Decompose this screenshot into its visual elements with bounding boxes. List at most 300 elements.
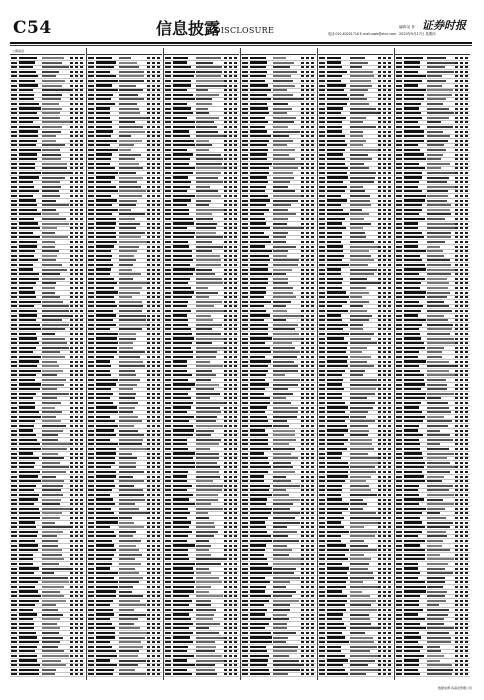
cell-value <box>383 108 386 110</box>
cell-value <box>455 131 458 133</box>
cell-value <box>460 89 463 91</box>
cell-value <box>388 457 391 459</box>
cell-fund-detail <box>350 604 370 606</box>
cell-value <box>311 600 314 602</box>
cell-code <box>165 144 171 146</box>
cell-fund-name <box>173 61 187 63</box>
cell-fund-detail <box>119 618 138 620</box>
cell-value <box>311 494 314 496</box>
cell-code <box>242 416 248 418</box>
cell-value <box>157 480 160 482</box>
cell-fund-detail <box>273 57 286 59</box>
cell-value <box>224 167 227 169</box>
cell-code <box>88 204 94 206</box>
cell-value <box>311 232 314 234</box>
cell-value <box>383 457 386 459</box>
cell-value <box>80 586 83 588</box>
cell-value <box>383 522 386 524</box>
cell-fund-name <box>173 347 191 349</box>
cell-value <box>388 200 391 202</box>
cell-fund-name <box>250 563 268 565</box>
cell-value <box>383 489 386 491</box>
cell-value <box>455 172 458 174</box>
cell-fund-name <box>19 130 38 132</box>
cell-value <box>383 641 386 643</box>
cell-fund-name <box>327 379 343 381</box>
cell-value <box>152 200 155 202</box>
cell-fund-name <box>250 623 269 625</box>
cell-code <box>242 402 248 404</box>
cell-value <box>147 393 150 395</box>
cell-value <box>229 545 232 547</box>
cell-value <box>455 200 458 202</box>
cell-value <box>75 301 78 303</box>
cell-value <box>224 664 227 666</box>
cell-fund-name <box>96 241 117 243</box>
cell-value <box>378 586 381 588</box>
cell-code <box>165 614 171 616</box>
cell-code <box>11 356 17 358</box>
cell-fund-detail <box>427 131 443 133</box>
cell-fund-name <box>250 296 264 298</box>
cell-fund-name <box>250 273 272 275</box>
cell-value <box>311 75 314 77</box>
cell-code <box>11 278 17 280</box>
cell-value <box>152 434 155 436</box>
cell-value <box>75 627 78 629</box>
cell-fund-name <box>173 641 193 643</box>
cell-value <box>147 227 150 229</box>
cell-code <box>242 568 248 570</box>
cell-fund-detail <box>42 577 68 579</box>
cell-code <box>88 591 94 593</box>
cell-value <box>301 131 304 133</box>
cell-fund-name <box>96 126 112 128</box>
cell-code <box>319 85 325 87</box>
cell-value <box>229 356 232 358</box>
cell-value <box>306 471 309 473</box>
cell-value <box>311 310 314 312</box>
cell-fund-name <box>250 181 268 183</box>
cell-fund-detail <box>273 200 298 202</box>
cell-value <box>378 273 381 275</box>
cell-fund-detail <box>196 618 213 620</box>
cell-code <box>165 200 171 202</box>
cell-value <box>306 195 309 197</box>
cell-fund-detail <box>273 568 296 570</box>
cell-value <box>147 121 150 123</box>
cell-value <box>383 144 386 146</box>
cell-fund-name <box>96 595 116 597</box>
cell-code <box>396 195 402 197</box>
cell-fund-detail <box>350 476 370 478</box>
cell-fund-name <box>250 370 268 372</box>
cell-fund-name <box>19 195 33 197</box>
cell-value <box>465 186 468 188</box>
cell-value <box>75 388 78 390</box>
cell-value <box>75 204 78 206</box>
cell-fund-name <box>173 172 193 174</box>
cell-value <box>301 420 304 422</box>
cell-fund-detail <box>42 480 64 482</box>
cell-value <box>80 103 83 105</box>
cell-code <box>242 269 248 271</box>
cell-fund-detail <box>196 545 211 547</box>
cell-code <box>88 250 94 252</box>
cell-value <box>388 103 391 105</box>
cell-value <box>388 650 391 652</box>
cell-value <box>157 241 160 243</box>
cell-fund-detail <box>273 241 286 243</box>
cell-value <box>80 614 83 616</box>
cell-value <box>234 563 237 565</box>
cell-value <box>70 117 73 119</box>
cell-value <box>378 172 381 174</box>
cell-value <box>388 85 391 87</box>
cell-value <box>70 328 73 330</box>
cell-fund-name <box>173 250 192 252</box>
cell-value <box>311 163 314 165</box>
column-divider <box>240 48 241 680</box>
cell-fund-name <box>19 241 37 243</box>
cell-fund-detail <box>196 512 208 514</box>
cell-value <box>157 430 160 432</box>
cell-fund-detail <box>119 439 143 441</box>
cell-value <box>388 476 391 478</box>
cell-fund-name <box>404 172 422 174</box>
cell-code <box>319 356 325 358</box>
cell-code <box>165 618 171 620</box>
cell-value <box>388 57 391 59</box>
cell-value <box>80 112 83 114</box>
cell-fund-name <box>250 503 266 505</box>
cell-value <box>234 448 237 450</box>
cell-code <box>88 397 94 399</box>
cell-value <box>80 646 83 648</box>
cell-value <box>383 650 386 652</box>
cell-value <box>234 158 237 160</box>
cell-value <box>229 328 232 330</box>
cell-value <box>229 66 232 68</box>
cell-value <box>70 393 73 395</box>
cell-code <box>319 126 325 128</box>
cell-value <box>311 324 314 326</box>
cell-code <box>242 420 248 422</box>
cell-value <box>301 618 304 620</box>
cell-fund-name <box>19 273 39 275</box>
cell-value <box>229 581 232 583</box>
cell-value <box>378 499 381 501</box>
cell-value <box>70 259 73 261</box>
cell-value <box>147 296 150 298</box>
cell-value <box>460 204 463 206</box>
cell-fund-detail <box>119 347 133 349</box>
cell-value <box>301 558 304 560</box>
cell-fund-detail <box>273 250 288 252</box>
cell-value <box>378 522 381 524</box>
cell-value <box>75 167 78 169</box>
cell-fund-name <box>96 250 111 252</box>
cell-value <box>229 177 232 179</box>
cell-code <box>396 80 402 82</box>
cell-value <box>460 71 463 73</box>
cell-fund-name <box>173 186 190 188</box>
cell-value <box>311 462 314 464</box>
cell-value <box>147 278 150 280</box>
cell-value <box>75 117 78 119</box>
cell-value <box>75 131 78 133</box>
cell-value <box>157 673 160 675</box>
column-divider <box>317 48 318 680</box>
cell-fund-name <box>327 218 345 220</box>
cell-fund-name <box>327 103 347 105</box>
cell-value <box>75 190 78 192</box>
cell-value <box>301 163 304 165</box>
cell-fund-detail <box>273 531 297 533</box>
cell-fund-detail <box>273 108 291 110</box>
cell-code <box>88 177 94 179</box>
cell-value <box>383 535 386 537</box>
cell-fund-name <box>250 144 267 146</box>
cell-fund-name <box>327 149 345 151</box>
cell-code <box>319 278 325 280</box>
cell-value <box>147 112 150 114</box>
cell-code <box>396 163 402 165</box>
cell-value <box>224 568 227 570</box>
cell-value <box>306 660 309 662</box>
cell-value <box>311 609 314 611</box>
cell-fund-name <box>404 186 418 188</box>
cell-value <box>311 112 314 114</box>
cell-value <box>301 503 304 505</box>
cell-code <box>11 250 17 252</box>
cell-value <box>75 425 78 427</box>
cell-value <box>388 223 391 225</box>
cell-fund-detail <box>350 554 364 556</box>
cell-value <box>152 236 155 238</box>
cell-value <box>311 149 314 151</box>
cell-code <box>11 572 17 574</box>
cell-value <box>301 632 304 634</box>
cell-fund-name <box>19 416 41 418</box>
cell-code <box>319 660 325 662</box>
cell-fund-name <box>96 296 114 298</box>
cell-fund-name <box>327 406 348 408</box>
cell-fund-name <box>327 425 347 427</box>
cell-code <box>88 167 94 169</box>
cell-fund-name <box>96 176 115 178</box>
cell-value <box>388 632 391 634</box>
cell-code <box>319 71 325 73</box>
cell-value <box>388 669 391 671</box>
cell-value <box>70 126 73 128</box>
cell-fund-detail <box>42 292 54 294</box>
cell-fund-name <box>250 590 265 592</box>
cell-fund-detail <box>196 94 218 96</box>
cell-value <box>152 595 155 597</box>
cell-value <box>70 600 73 602</box>
cell-fund-name <box>250 218 265 220</box>
cell-fund-detail <box>119 609 134 611</box>
cell-fund-name <box>327 471 348 473</box>
cell-value <box>152 278 155 280</box>
cell-fund-detail <box>119 637 145 639</box>
cell-fund-detail <box>119 117 147 119</box>
cell-code <box>319 393 325 395</box>
cell-value <box>152 140 155 142</box>
cell-value <box>378 443 381 445</box>
cell-fund-detail <box>273 365 298 367</box>
cell-value <box>306 213 309 215</box>
cell-code <box>88 494 94 496</box>
cell-fund-name <box>19 623 34 625</box>
cell-value <box>75 591 78 593</box>
cell-fund-detail <box>350 351 362 353</box>
cell-code <box>319 581 325 583</box>
cell-code <box>88 531 94 533</box>
cell-code <box>319 301 325 303</box>
cell-value <box>306 462 309 464</box>
cell-value <box>147 545 150 547</box>
cell-fund-detail <box>273 195 301 197</box>
cell-value <box>460 190 463 192</box>
cell-code <box>242 167 248 169</box>
cell-value <box>378 549 381 551</box>
cell-value <box>75 287 78 289</box>
cell-value <box>229 71 232 73</box>
cell-value <box>378 108 381 110</box>
cell-value <box>234 397 237 399</box>
cell-value <box>301 172 304 174</box>
cell-fund-detail <box>350 512 376 514</box>
cell-code <box>319 554 325 556</box>
cell-value <box>311 94 314 96</box>
cell-value <box>147 402 150 404</box>
cell-fund-detail <box>196 264 221 266</box>
cell-fund-detail <box>273 103 288 105</box>
cell-value <box>157 466 160 468</box>
cell-code <box>242 577 248 579</box>
cell-value <box>229 466 232 468</box>
cell-value <box>157 425 160 427</box>
cell-value <box>229 158 232 160</box>
cell-fund-detail <box>350 660 375 662</box>
cell-value <box>147 641 150 643</box>
cell-value <box>455 121 458 123</box>
cell-code <box>88 200 94 202</box>
cell-fund-detail <box>273 356 297 358</box>
cell-fund-name <box>250 291 266 293</box>
cell-value <box>80 62 83 64</box>
cell-value <box>301 66 304 68</box>
cell-value <box>70 646 73 648</box>
cell-fund-detail <box>350 374 363 376</box>
cell-value <box>460 80 463 82</box>
cell-code <box>11 664 17 666</box>
cell-value <box>157 333 160 335</box>
cell-value <box>460 186 463 188</box>
cell-fund-name <box>19 374 36 376</box>
cell-fund-name <box>19 567 39 569</box>
cell-fund-detail <box>273 591 295 593</box>
cell-fund-name <box>173 517 187 519</box>
cell-code <box>11 158 17 160</box>
cell-value <box>70 370 73 372</box>
cell-code <box>88 186 94 188</box>
cell-fund-detail <box>350 614 369 616</box>
cell-fund-detail <box>42 494 63 496</box>
cell-value <box>388 75 391 77</box>
cell-value <box>70 618 73 620</box>
cell-fund-name <box>327 250 343 252</box>
table-column <box>395 48 470 680</box>
cell-fund-name <box>327 577 348 579</box>
cell-value <box>383 388 386 390</box>
cell-fund-name <box>327 337 344 339</box>
cell-value <box>383 407 386 409</box>
cell-value <box>311 595 314 597</box>
cell-value <box>80 434 83 436</box>
cell-value <box>301 255 304 257</box>
cell-fund-name <box>404 209 422 211</box>
cell-value <box>224 655 227 657</box>
table-column <box>241 48 316 680</box>
cell-value <box>152 499 155 501</box>
cell-value <box>75 374 78 376</box>
cell-fund-name <box>327 310 348 312</box>
cell-value <box>147 94 150 96</box>
cell-code <box>88 62 94 64</box>
cell-fund-name <box>19 383 41 385</box>
cell-value <box>152 154 155 156</box>
cell-value <box>383 581 386 583</box>
cell-value <box>224 627 227 629</box>
cell-value <box>75 223 78 225</box>
cell-value <box>388 131 391 133</box>
cell-fund-name <box>250 393 264 395</box>
cell-fund-name <box>250 163 272 165</box>
cell-value <box>455 158 458 160</box>
cell-fund-name <box>250 117 265 119</box>
cell-value <box>80 411 83 413</box>
cell-value <box>152 75 155 77</box>
cell-code <box>165 448 171 450</box>
cell-fund-name <box>173 475 187 477</box>
cell-fund-detail <box>42 595 64 597</box>
cell-value <box>383 655 386 657</box>
cell-fund-name <box>250 319 264 321</box>
cell-fund-detail <box>273 489 285 491</box>
cell-fund-name <box>173 659 187 661</box>
cell-fund-name <box>96 618 110 620</box>
cell-value <box>75 71 78 73</box>
cell-fund-name <box>96 420 115 422</box>
cell-value <box>465 126 468 128</box>
cell-value <box>388 154 391 156</box>
cell-fund-name <box>173 508 188 510</box>
cell-value <box>80 632 83 634</box>
cell-value <box>460 135 463 137</box>
cell-fund-name <box>173 402 193 404</box>
cell-fund-name <box>250 641 272 643</box>
cell-fund-detail <box>427 85 442 87</box>
cell-fund-detail <box>42 650 64 652</box>
cell-value <box>465 98 468 100</box>
cell-value <box>152 62 155 64</box>
cell-fund-name <box>19 600 39 602</box>
cell-value <box>455 85 458 87</box>
cell-code <box>242 126 248 128</box>
